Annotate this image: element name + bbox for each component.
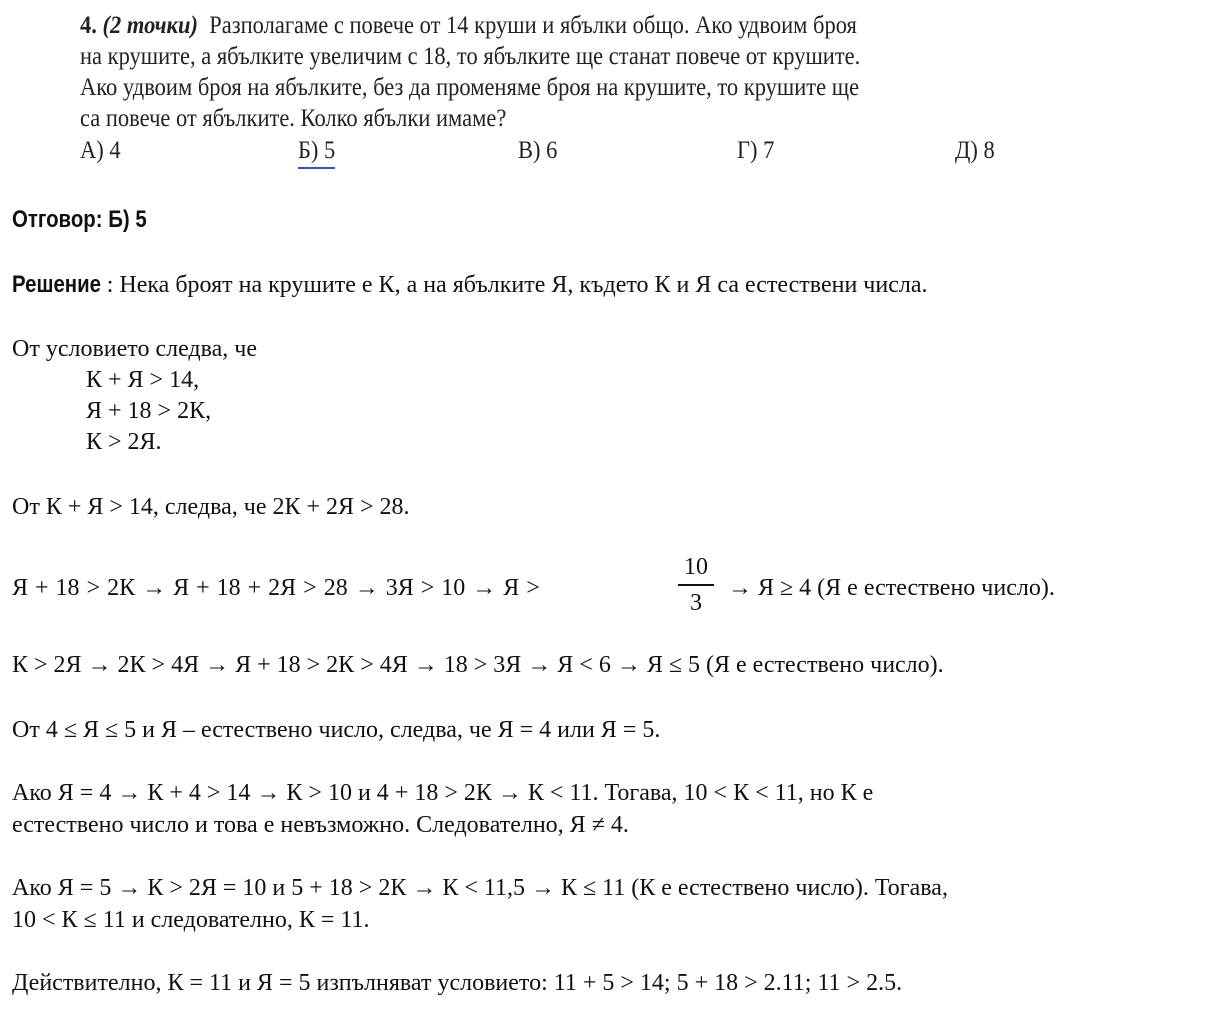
question-line-1: [80, 12, 857, 40]
step-4: От 4 ≤ Я ≤ 5 и Я – естествено число, следва, че Я = 4 или Я = 5.: [12, 717, 661, 743]
question-text: Разполагаме с повече от 14 круши и ябълки общо. Ако удвоим броя: [209, 12, 857, 39]
question-line-4: са повече от ябълките. Колко ябълки имаме?: [80, 105, 507, 132]
condition-3: К > 2Я.: [86, 429, 162, 455]
fraction-numerator: 10: [684, 554, 708, 580]
option-e: Д) 8: [955, 137, 995, 164]
option-c: В) 6: [518, 137, 558, 164]
question-line-3: Ако удвоим броя на ябълките, без да променяме броя на крушите, то крушите ще: [80, 74, 860, 101]
question-line-2: на крушите, а ябълките увеличим с 18, то ябълките ще станат повече от крушите.: [80, 43, 861, 70]
solution-label: Решение: [12, 271, 102, 298]
step-2-left: Я + 18 > 2К → Я + 18 + 2Я > 28 → 3Я > 10 → Я >: [12, 575, 540, 601]
fraction-bar: [678, 584, 714, 586]
step-2-right: → Я ≥ 4 (Я е естествено число).: [728, 575, 1055, 601]
condition-2: Я + 18 > 2К,: [86, 398, 212, 424]
solution-intro-text: : Нека броят на крушите е К, а на ябълките Я, където К и Я са естествени числа.: [106, 272, 928, 298]
step-7: Действително, К = 11 и Я = 5 изпълняват условието: 11 + 5 > 14; 5 + 18 > 2.11; 11 > 2.5.: [12, 970, 903, 996]
answer: [12, 206, 170, 234]
option-d: Г) 7: [737, 137, 775, 164]
solution-intro: [12, 271, 927, 299]
fraction-denominator: 3: [690, 590, 702, 616]
fraction: [678, 553, 714, 617]
step-6-line-1: Ако Я = 5 → К > 2Я = 10 и 5 + 18 > 2К → К < 11,5 → К ≤ 11 (К е естествено число). Тогава,: [12, 875, 948, 901]
question-number: 4.: [80, 12, 97, 39]
option-a: А) 4: [80, 137, 121, 164]
question-points: (2 точки): [102, 12, 198, 39]
step-6-line-2: 10 < К ≤ 11 и следователно, К = 11.: [12, 907, 370, 933]
step-5-line-1: Ако Я = 4 → К + 4 > 14 → К > 10 и 4 + 18 > 2К → К < 11. Тогава, 10 < К < 11, но К е: [12, 780, 874, 806]
step-5-line-2: естествено число и това е невъзможно. Следователно, Я ≠ 4.: [12, 812, 629, 838]
condition-intro: От условието следва, че: [12, 336, 258, 362]
answer-label: Отговор: Б) 5: [12, 206, 147, 233]
step-3: К > 2Я → 2К > 4Я → Я + 18 > 2К > 4Я → 18 > 3Я → Я < 6 → Я ≤ 5 (Я е естествено число).: [12, 652, 944, 678]
condition-1: К + Я > 14,: [86, 367, 200, 393]
step-1: От К + Я > 14, следва, че 2К + 2Я > 28.: [12, 494, 410, 520]
option-b-selected: Б) 5: [298, 137, 335, 169]
